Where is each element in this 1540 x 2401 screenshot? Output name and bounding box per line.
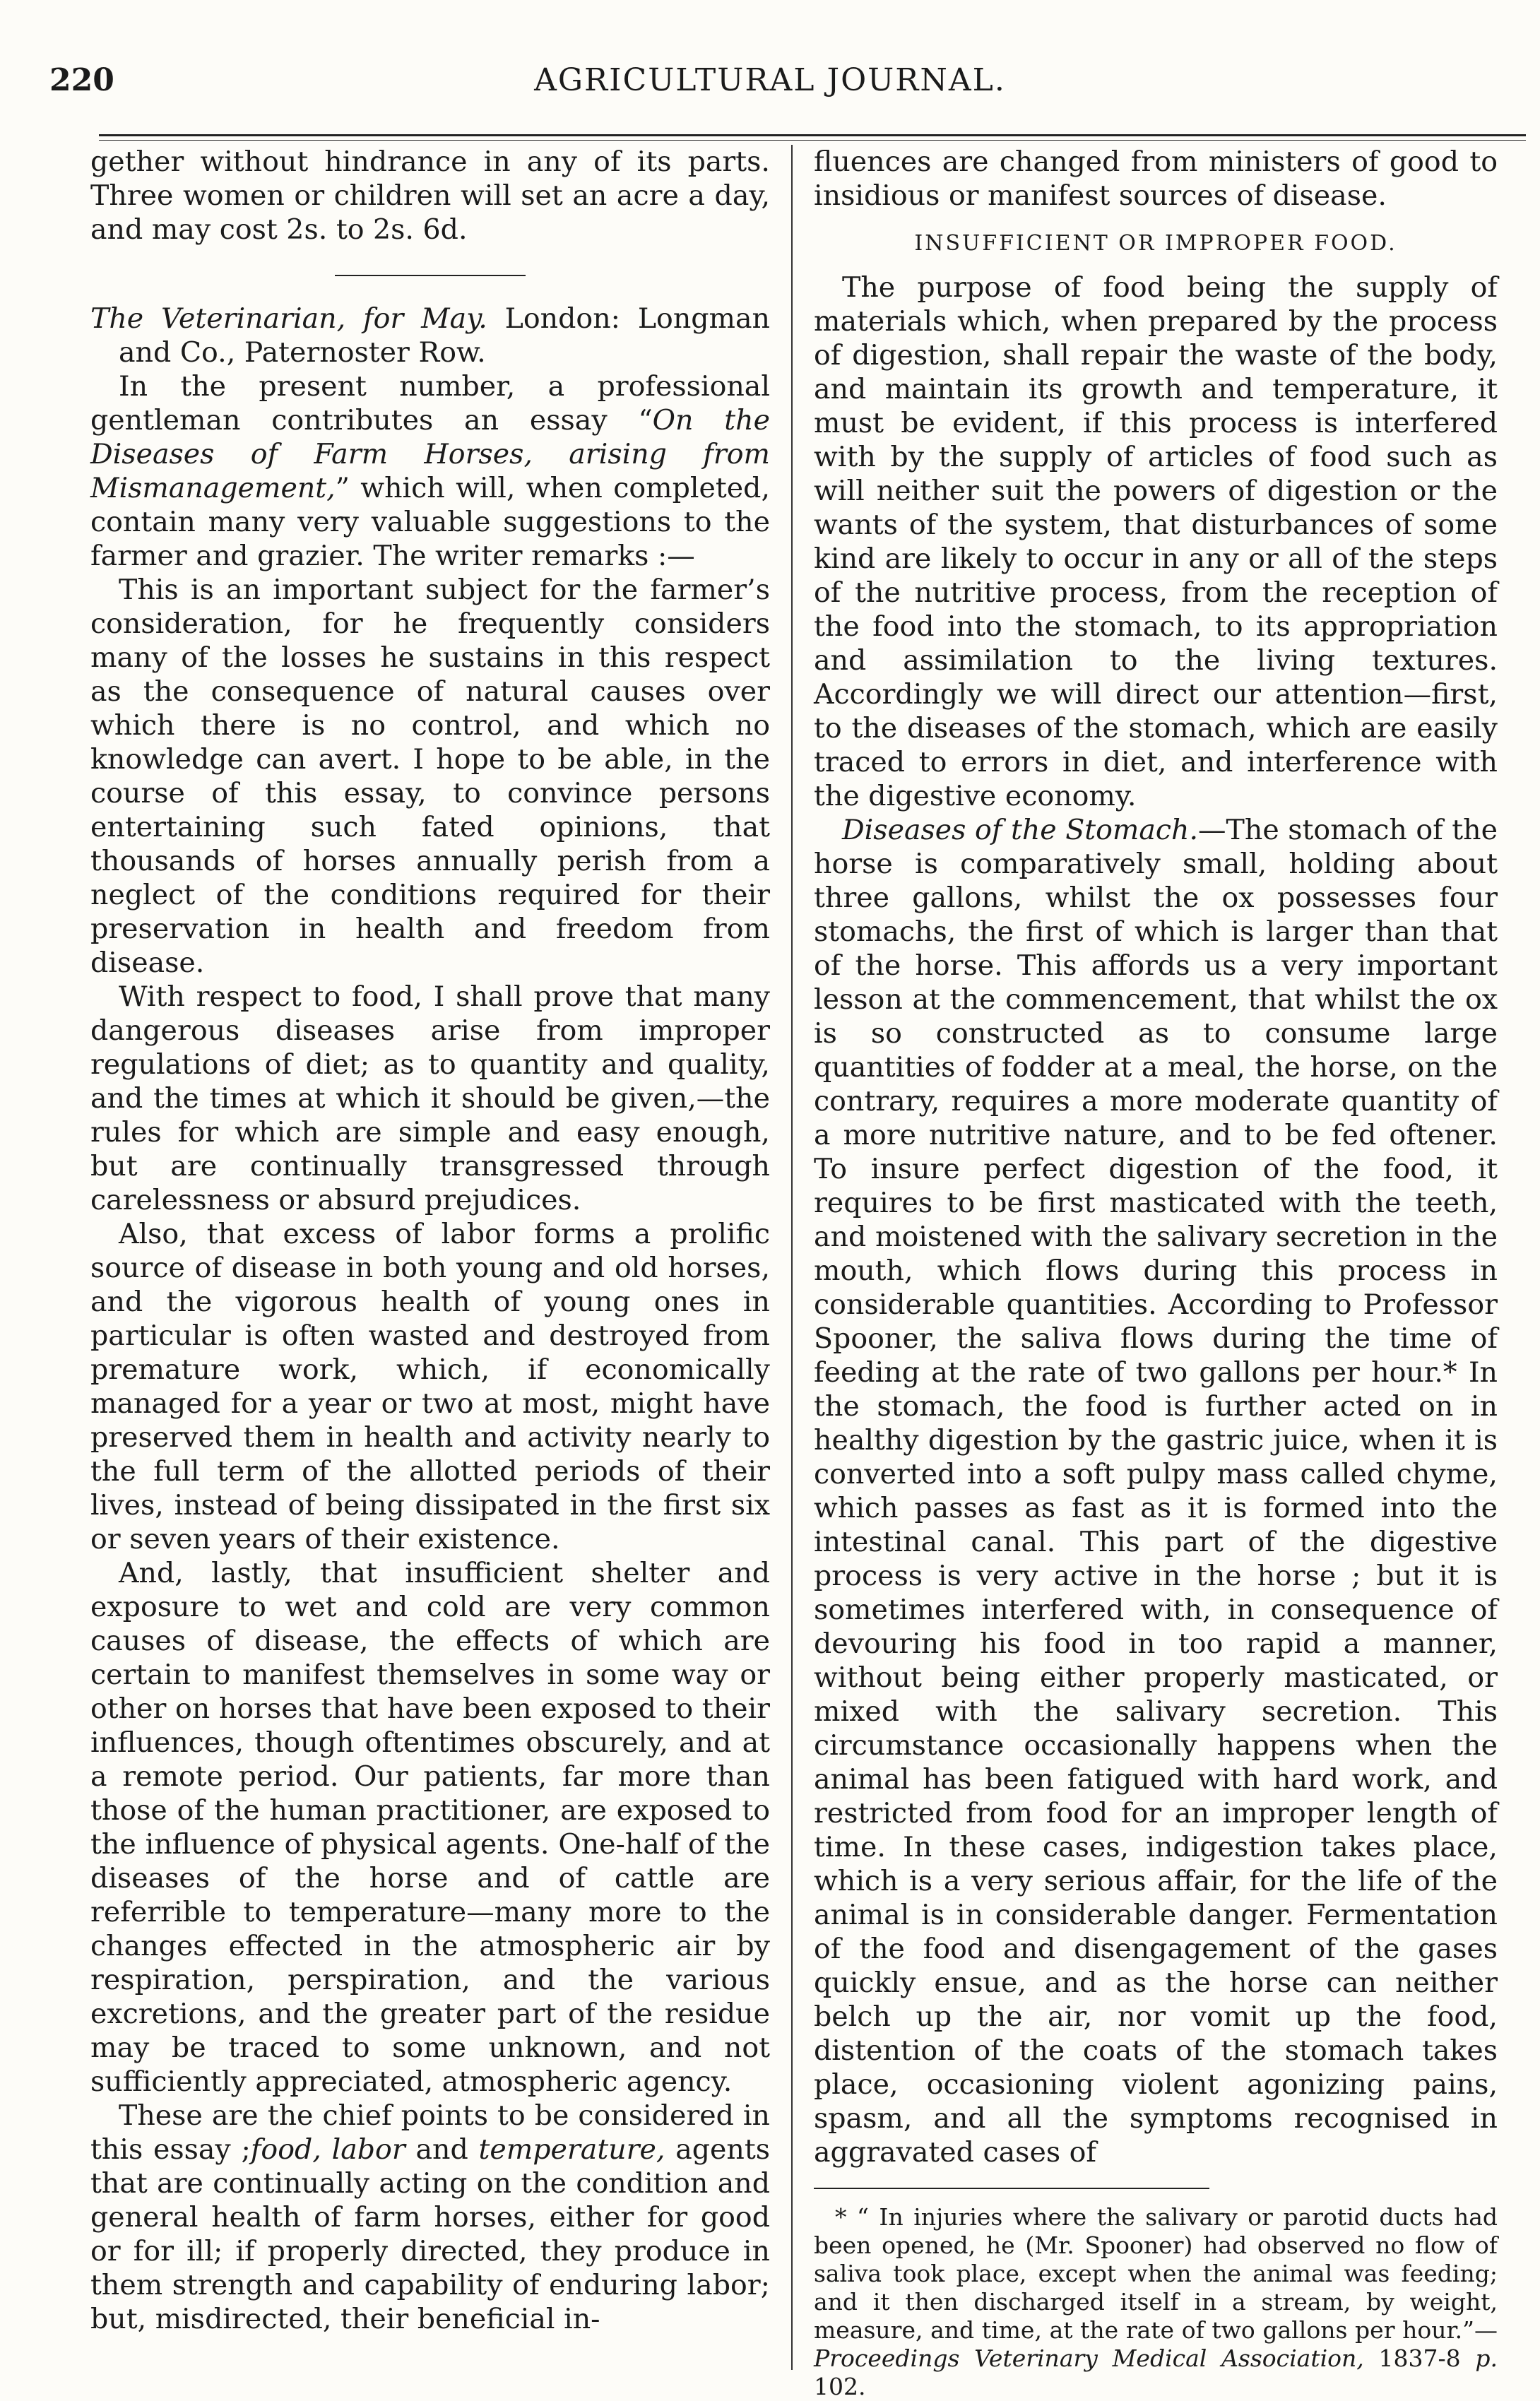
running-title: AGRICULTURAL JOURNAL. <box>534 62 1006 98</box>
paragraph: And, lastly, that insufficient shelter and exposure to wet and cold are very common causes of disease, the effects of which are certain to manifest themselves in some way or other on horses that have been exposed to their influences, though oftentimes obscurely, and at a remote period. Our patients, far more than those of the human practitioner, are exposed to the influence of physical agents. One-half of the diseases of the horse and of cattle are referrible to temperature—many more to the changes effected in the atmospheric air by respiration, perspiration, and the various excretions, and the greater part of the residue may be traced to some unknown, and not sufficiently appreciated, atmospheric agency. <box>90 1557 770 2098</box>
paragraph: Also, that excess of labor forms a prolific source of disease in both young and old horses, and the vigorous health of young ones in particular is often wasted and destroyed from premature work, which, if economically managed for a year or two at most, might have preserved them in health and activity nearly to the full term of the allotted periods of their lives, instead of being dissipated in the first six or seven years of their existence. <box>90 1218 770 1555</box>
section-divider <box>335 275 526 276</box>
paragraph: With respect to food, I shall prove that many dangerous diseases arise from improper regulations of diet; as to quantity and quality, and the times at which it should be given,—the rules for which are simple and easy enough, but are continually transgressed through carelessness or absurd prejudices. <box>90 980 770 1216</box>
header-rule <box>99 134 1526 141</box>
footnote-end: 102. <box>814 2373 866 2400</box>
para5-sep1 <box>321 2133 332 2166</box>
emph-food: food, <box>250 2133 321 2166</box>
paragraph: The purpose of food being the supply of materials which, when prepared by the process of digestion, shall repair the waste of the body, and maintain its growth and temperature, it must be evident, if this process is interfered with by the supply of articles of food such as will neither suit the powers of digestion or the wants of the system, that disturbances of some kind are likely to occur in any or all of the steps of the nutritive process, from the reception of the food into the stomach, to its appropriation and assimilation to the living textures. Accordingly we will direct our attention—first, to the diseases of the stomach, which are easily traced to errors in diet, and interference with the digestive economy. <box>814 271 1498 812</box>
review-title: The Veterinarian, for May. <box>90 302 487 335</box>
footnote-rule <box>814 2188 1209 2189</box>
para5-after: agents that are continually acting on the condition and general health of farm horses, either for good or for ill; if properly directed, they produce in them strength and capability of enduring labor; but, misdirected, their beneficial in- <box>90 2133 770 2335</box>
right-continuation: fluences are changed from ministers of good to insidious or manifest sources of disease. <box>814 146 1498 212</box>
footnote-tail: 1837-8 <box>1363 2344 1476 2372</box>
left-continuation: gether without hindrance in any of its parts. Three women or children will set an acre a day, and may cost 2s. to 2s. 6d. <box>90 146 770 246</box>
footnote-source: Proceedings Veterinary Medical Association, <box>814 2344 1364 2372</box>
page-number: 220 <box>49 62 114 98</box>
review-citation <box>90 302 770 369</box>
para2-body: —The stomach of the horse is comparatively small, holding about three gallons, whilst the ox possesses four stomachs, the first of which is larger than that of the horse. This affords us a very important lesson at the commencement, that whilst the ox is so constructed as to consume large quantities of fodder at a meal, the horse, on the contrary, requires a more moderate quantity of a more nutritive nature, and to be fed oftener. To insure perfect digestion of the food, it requires to be first masticated with the teeth, and moistened with the salivary secretion in the mouth, which flows during this process in considerable quantities. According to Professor Spooner, the saliva flows during the time of feeding at the rate of two gallons per hour.* In the stomach, the food is further acted on in healthy digestion by the gastric juice, when it is converted into a soft pulpy mass called chyme, which passes as fast as it is formed into the intestinal canal. This part of the digestive process is very active in the horse ; but it is sometimes interfered with, in consequence of devouring his food in too rapid a manner, without being either properly masticated, or mixed with the salivary secretion. This circumstance occasionally happens when the animal has been fatigued with hard work, and restricted from food for an improper length of time. In these cases, indigestion takes place, which is a very serious affair, for the life of the animal is in considerable danger. Fermentation of the food and disengagement of the gases quickly ensue, and as the horse can neither belch up the air, nor vomit up the food, distention of the coats of the stomach takes place, occasioning violent agonizing pains, spasm, and all the symptoms recognised in aggravated cases of <box>814 814 1498 2169</box>
review-imprint: London: Longman and Co., Paternoster Row. <box>119 302 770 369</box>
emph-temperature: temperature, <box>478 2133 665 2166</box>
intro-after: ” which will, when completed, contain many very valuable suggestions to the farmer and grazier. The writer remarks :— <box>90 472 770 572</box>
column-divider <box>791 145 793 2370</box>
essay-title: On the Diseases of Farm Horses, arising from Mismanagement, <box>90 404 770 504</box>
footnote-text: * “ In injuries where the salivary or parotid ducts had been opened, he (Mr. Spooner) had observed no flow of saliva took place, except when the animal was feeding; and it then discharged itself in a stream, by weight, measure, and time, at the rate of two gallons per hour.”— <box>814 2203 1498 2344</box>
subsection-lead: Diseases of the Stomach. <box>842 814 1199 846</box>
paragraph <box>90 2099 770 2336</box>
footnote-page-abbr: p. <box>1475 2344 1498 2372</box>
section-heading: INSUFFICIENT OR IMPROPER FOOD. <box>914 231 1397 256</box>
left-column <box>90 145 770 2336</box>
intro-before: In the present number, a professional gentleman contributes an essay “ <box>90 370 770 437</box>
review-intro <box>90 369 770 573</box>
emph-labor: labor <box>331 2133 405 2166</box>
paragraph: This is an important subject for the farmer’s consideration, for he frequently considers many of the losses he sustains in this respect as the consequence of natural causes over which there is no control, and which no knowledge can avert. I hope to be able, in the course of this essay, to convince persons entertaining such fated opinions, that thousands of horses annually perish from a neglect of the conditions required for their preservation in health and freedom from disease. <box>90 574 770 979</box>
footnote <box>814 2203 1498 2401</box>
paragraph <box>814 813 1498 2169</box>
para5-sep2: and <box>405 2133 479 2166</box>
right-column <box>814 145 1498 2401</box>
para5-before: These are the chief points to be considered in this essay ; <box>90 2099 770 2166</box>
